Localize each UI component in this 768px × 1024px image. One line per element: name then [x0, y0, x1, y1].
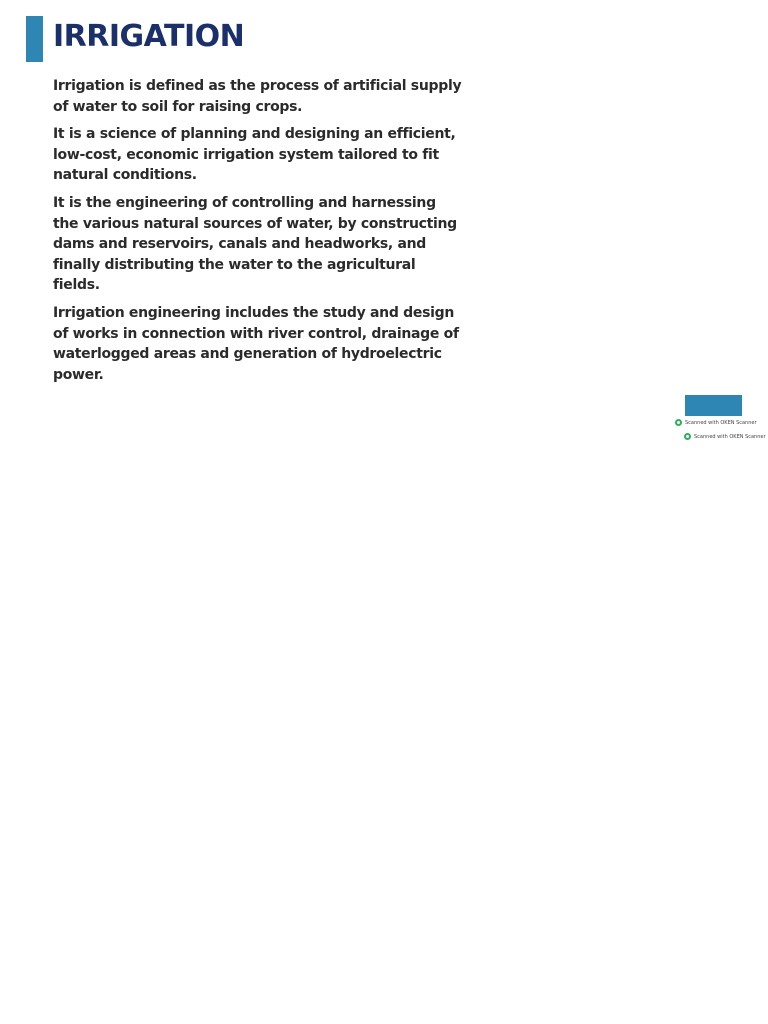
slide-body — [53, 76, 463, 392]
scanner-watermark — [675, 419, 757, 426]
slide-title: IRRIGATION — [53, 19, 245, 54]
slide — [0, 0, 768, 440]
scanner-logo-icon — [684, 433, 691, 440]
scanner-watermark-text: Scanned with OKEN Scanner — [685, 419, 757, 426]
paragraph-science: It is a science of planning and designing an efficient, low-cost, economic irrigation system tailored to fit natural conditions. — [53, 126, 456, 184]
scanner-watermark-secondary — [684, 433, 766, 440]
paragraph-definition: Irrigation is defined as the process of artificial supply of water to soil for raising crops. — [53, 78, 462, 115]
scanner-logo-icon — [675, 419, 682, 426]
paragraph-scope: Irrigation engineering includes the study and design of works in connection with river control, drainage of waterlogged areas and generation of hydroelectric power. — [53, 304, 459, 383]
accent-block — [685, 395, 742, 416]
title-accent-bar — [26, 16, 43, 62]
scanner-watermark-text: Scanned with OKEN Scanner — [694, 433, 766, 440]
paragraph-engineering: It is the engineering of controlling and harnessing the various natural sources of water, by constructing dams and reservoirs, canals and headworks, and finally distributing the water to the agricultural fields. — [53, 194, 457, 294]
